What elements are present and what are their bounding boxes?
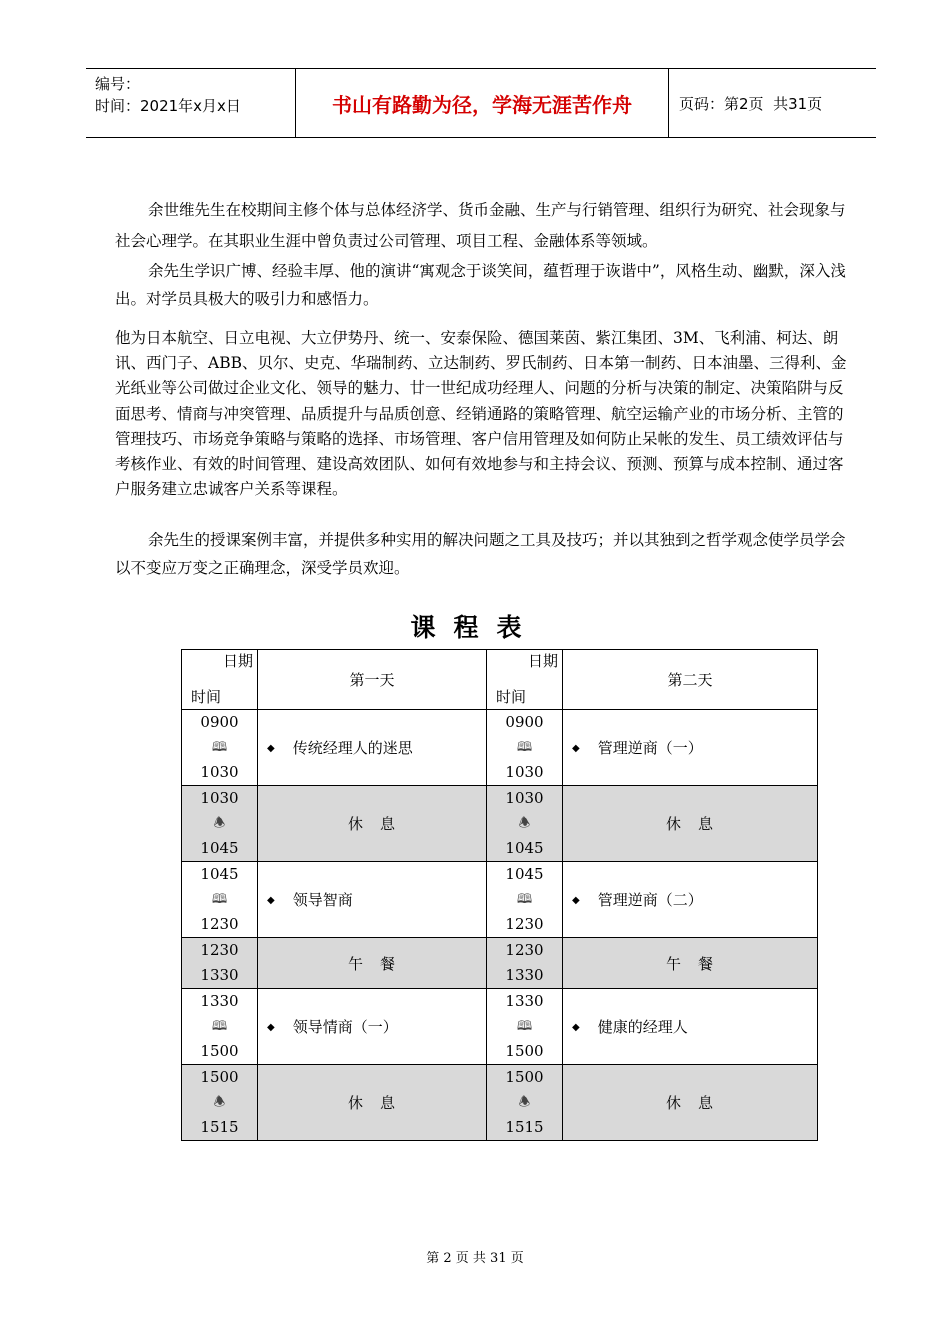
time-cell bbox=[182, 786, 258, 862]
start-time: 1230 bbox=[505, 941, 544, 959]
bell-icon: 🕭 bbox=[213, 816, 226, 831]
course-name: 管理逆商（一） bbox=[597, 739, 703, 757]
book-icon: 🕮 bbox=[211, 892, 228, 907]
end-time: 1500 bbox=[505, 1042, 544, 1060]
break-cell: 午 餐 bbox=[258, 938, 487, 989]
table-row bbox=[182, 862, 818, 938]
course-cell bbox=[258, 710, 487, 786]
time-label: 时间 bbox=[496, 688, 527, 706]
schedule-title: 课程表 bbox=[410, 613, 540, 642]
book-icon: 🕮 bbox=[211, 1019, 228, 1034]
end-time: 1230 bbox=[200, 915, 239, 933]
course-cell bbox=[258, 989, 487, 1065]
start-time: 1330 bbox=[200, 992, 239, 1010]
header-motto: 书山有路勤为径，学海无涯苦作舟 bbox=[296, 69, 669, 137]
diamond-bullet-icon: ◆ bbox=[267, 895, 275, 906]
time-cell bbox=[182, 862, 258, 938]
course-cell bbox=[563, 989, 818, 1065]
break-cell: 休 息 bbox=[258, 786, 487, 862]
start-time: 1045 bbox=[505, 865, 544, 883]
diamond-bullet-icon: ◆ bbox=[267, 1022, 275, 1033]
page-info-text: 页码：第2页 共31页 bbox=[679, 94, 823, 113]
bio-section bbox=[115, 195, 855, 313]
end-time: 1030 bbox=[505, 763, 544, 781]
table-row bbox=[182, 989, 818, 1065]
time-label: 时间：2021年x月x日 bbox=[95, 97, 241, 115]
end-time: 1330 bbox=[505, 966, 544, 984]
time-cell bbox=[487, 989, 563, 1065]
course-name: 传统经理人的迷思 bbox=[292, 739, 413, 757]
start-time: 1500 bbox=[505, 1068, 544, 1086]
course-name: 管理逆商（二） bbox=[597, 891, 703, 909]
diamond-bullet-icon: ◆ bbox=[572, 895, 580, 906]
course-cell bbox=[563, 710, 818, 786]
header-meta bbox=[86, 69, 296, 137]
end-time: 1515 bbox=[505, 1118, 544, 1136]
start-time: 1030 bbox=[505, 789, 544, 807]
time-cell bbox=[487, 786, 563, 862]
book-icon: 🕮 bbox=[516, 1019, 533, 1034]
start-time: 1045 bbox=[200, 865, 239, 883]
day1-header: 第一天 bbox=[258, 650, 487, 710]
time-cell bbox=[487, 938, 563, 989]
diamond-bullet-icon: ◆ bbox=[572, 743, 580, 754]
break-cell: 午 餐 bbox=[563, 938, 818, 989]
start-time: 1030 bbox=[200, 789, 239, 807]
bio-paragraph-2: 余先生学识广博、经验丰厚、他的演讲“寓观念于谈笑间，蕴哲理于诙谐中”，风格生动、幽默，深入浅出。对学员具极大的吸引力和感悟力。 bbox=[115, 262, 846, 308]
diamond-bullet-icon: ◆ bbox=[267, 743, 275, 754]
date-label: 日期 bbox=[222, 652, 253, 670]
clients-section bbox=[115, 326, 855, 502]
bell-icon: 🕭 bbox=[518, 1095, 531, 1110]
end-time: 1330 bbox=[200, 966, 239, 984]
course-name: 健康的经理人 bbox=[597, 1018, 688, 1036]
bell-icon: 🕭 bbox=[213, 1095, 226, 1110]
page-header bbox=[86, 68, 876, 138]
course-cell bbox=[563, 862, 818, 938]
bio-paragraph-1: 余世维先生在校期间主修个体与总体经济学、货币金融、生产与行销管理、组织行为研究、社会现象与社会心理学。在其职业生涯中曾负责过公司管理、项目工程、金融体系等领域。 bbox=[115, 201, 846, 250]
number-label: 编号： bbox=[95, 75, 141, 93]
start-time: 1230 bbox=[200, 941, 239, 959]
book-icon: 🕮 bbox=[516, 740, 533, 755]
table-row bbox=[182, 938, 818, 989]
course-name: 领导情商（一） bbox=[292, 1018, 398, 1036]
schedule-table bbox=[181, 649, 818, 1141]
bell-icon: 🕭 bbox=[518, 816, 531, 831]
teaching-paragraph: 余先生的授课案例丰富，并提供多种实用的解决问题之工具及技巧；并以其独到之哲学观念使学员学会以不变应万变之正确理念，深受学员欢迎。 bbox=[115, 531, 846, 577]
page-footer: 第 2 页 共 31 页 bbox=[426, 1251, 524, 1266]
time-label: 时间 bbox=[191, 688, 222, 706]
end-time: 1030 bbox=[200, 763, 239, 781]
table-row bbox=[182, 1065, 818, 1141]
time-cell bbox=[487, 710, 563, 786]
break-cell: 休 息 bbox=[563, 786, 818, 862]
course-name: 领导智商 bbox=[292, 891, 353, 909]
book-icon: 🕮 bbox=[211, 740, 228, 755]
header-time-cell-2 bbox=[487, 650, 563, 710]
table-row bbox=[182, 786, 818, 862]
time-cell bbox=[487, 862, 563, 938]
table-header-row bbox=[182, 650, 818, 710]
start-time: 0900 bbox=[200, 713, 239, 731]
start-time: 0900 bbox=[505, 713, 544, 731]
header-time-cell-1 bbox=[182, 650, 258, 710]
time-cell bbox=[487, 1065, 563, 1141]
start-time: 1500 bbox=[200, 1068, 239, 1086]
end-time: 1515 bbox=[200, 1118, 239, 1136]
header-page-info bbox=[669, 69, 876, 137]
time-cell bbox=[182, 1065, 258, 1141]
table-row bbox=[182, 710, 818, 786]
book-icon: 🕮 bbox=[516, 892, 533, 907]
clients-paragraph: 他为日本航空、日立电视、大立伊势丹、统一、安泰保险、德国莱茵、紫江集团、3M、飞利浦、柯达、朗讯、西门子、ABB、贝尔、史克、华瑞制药、立达制药、罗氏制药、日本第一制药、日本油墨、三得利、金光纸业等公司做过企业文化、领导的魅力、廿一世纪成功经理人、问题的分析与决策的制定、决策陷阱与反面思考、情商与冲突管理、品质提升与品质创意、经销通路的策略管理、航空运输产业的市场分析、主管的管理技巧、市场竞争策略与策略的选择、市场管理、客户信用管理及如何防止呆帐的发生、员工绩效评估与考核作业、有效的时间管理、建设高效团队、如何有效地参与和主持会议、预测、预算与成本控制、通过客户服务建立忠诚客户关系等课程。 bbox=[115, 329, 847, 499]
end-time: 1230 bbox=[505, 915, 544, 933]
course-cell bbox=[258, 862, 487, 938]
end-time: 1045 bbox=[505, 839, 544, 857]
break-cell: 休 息 bbox=[258, 1065, 487, 1141]
time-cell bbox=[182, 989, 258, 1065]
time-cell bbox=[182, 938, 258, 989]
time-cell bbox=[182, 710, 258, 786]
teaching-section bbox=[115, 526, 855, 582]
start-time: 1330 bbox=[505, 992, 544, 1010]
date-label: 日期 bbox=[527, 652, 558, 670]
break-cell: 休 息 bbox=[563, 1065, 818, 1141]
diamond-bullet-icon: ◆ bbox=[572, 1022, 580, 1033]
day2-header: 第二天 bbox=[563, 650, 818, 710]
end-time: 1045 bbox=[200, 839, 239, 857]
end-time: 1500 bbox=[200, 1042, 239, 1060]
